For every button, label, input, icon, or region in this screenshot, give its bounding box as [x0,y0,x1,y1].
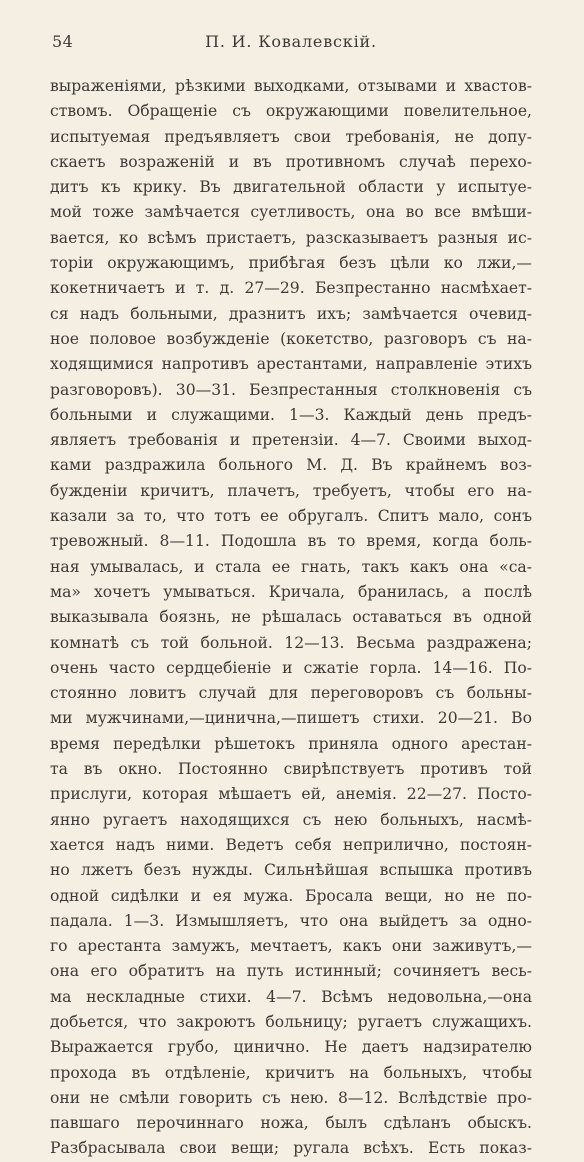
body-text [50,74,532,1162]
text-line: казали за то, что тотъ ее обругалъ. Спитъ мало, сонъ [50,507,532,526]
text-line: прохода въ отдѣленіе, кричитъ на больныхъ, чтобы [50,1063,532,1082]
page-number: 54 [52,32,74,51]
text-line: стоянно ловитъ случай для переговоровъ съ больны- [50,684,532,703]
text-line: являетъ требованія и претензіи. 4—7. Своими выход- [50,431,532,450]
text-line: Выражается грубо, цинично. Не даетъ надзирателю [50,1038,532,1057]
text-line: ная умывалась, и стала ее гнать, такъ какъ она «са- [50,557,532,576]
text-line: Разбрасывала свои вещи; ругала всѣхъ. Есть показ- [50,1139,532,1158]
text-line: ное половое возбужденіе (кокетство, разговоръ съ на- [50,329,532,348]
text-line: та въ окно. Постоянно свирѣпствуетъ противъ той [50,760,532,779]
text-line: ма» хочетъ умываться. Кричала, бранилась, а послѣ [50,582,532,601]
running-head: П. И. Ковалевскій. [205,32,377,51]
text-line: выказывала боязнь, не рѣшалась оставаться въ одной [50,608,532,627]
text-line: одной сидѣлки и ея мужа. Бросала вещи, но не по- [50,886,532,905]
text-line: вается, ко всѣмъ пристаетъ, разсказываетъ разныя ис- [50,228,532,247]
text-line: бужденіи кричитъ, плачетъ, требуетъ, чтобы его на- [50,481,532,500]
text-line: павшаго перочиннаго ножа, былъ сдѣланъ обыскъ. [50,1114,532,1133]
page-header [52,32,530,56]
text-line: испытуемая предъявляетъ свои требованія, не допу- [50,127,532,146]
text-line: ма нескладные стихи. 4—7. Всѣмъ недовольна,—она [50,987,532,1006]
text-line: ствомъ. Обращеніе съ окружающими повелительное, [50,102,532,121]
text-line: торіи окружающимъ, прибѣгая безъ цѣли ко лжи,— [50,254,532,273]
text-line: больными и служащими. 1—3. Каждый день предъ- [50,405,532,424]
text-line: хается надъ ними. Ведетъ себя неприлично, постоян- [50,835,532,854]
text-line: го арестанта замужъ, мечтаетъ, какъ они заживутъ,— [50,937,532,956]
text-line: дитъ къ крику. Въ двигательной области у испытуе- [50,178,532,197]
text-line: но лжетъ безъ нужды. Сильнѣйшая вспышка противъ [50,861,532,880]
text-line: разговоровъ). 30—31. Безпрестанныя столкновенія съ [50,380,532,399]
text-line: время передѣлки рѣшетокъ приняла одного арестан- [50,734,532,753]
text-line: они не смѣли говорить съ нею. 8—12. Вслѣдствіе про- [50,1088,532,1107]
text-line: комнатѣ съ той больной. 12—13. Весьма раздражена; [50,633,532,652]
text-line: она его обратитъ на путь истинный; сочиняетъ весь- [50,962,532,981]
text-line: добьется, что закроютъ больницу; ругаетъ служащихъ. [50,1012,532,1031]
text-line: янно ругаетъ находящихся съ нею больныхъ, насмѣ- [50,810,532,829]
text-line: кокетничаетъ и т. д. 27—29. Безпрестанно насмѣхает- [50,279,532,298]
text-line: очень часто сердцебіеніе и сжатіе горла. 14—16. По- [50,658,532,677]
text-line: выраженіями, рѣзкими выходками, отзывами и хвастов- [50,77,532,95]
text-line: ми мужчинами,—цинична,—пишетъ стихи. 20—21. Во [50,709,532,728]
text-line: тревожный. 8—11. Подошла въ то время, когда боль- [50,532,532,551]
text-line: ками раздражила больного М. Д. Въ крайнемъ воз- [50,456,532,475]
text-line: скаетъ возраженій и въ противномъ случаѣ перехо- [50,152,532,171]
text-line: ходящимися напротивъ арестантами, направленіе этихъ [50,355,532,374]
text-line: ся надъ больными, дразнитъ ихъ; замѣчается очевид- [50,304,532,323]
text-line: мой тоже замѣчается суетливость, она во все вмѣши- [50,203,532,222]
text-line: падала. 1—3. Измышляетъ, что она выйдетъ за одно- [50,911,532,930]
text-line: прислуги, которая мѣшаетъ ей, анемія. 22—27. Посто- [50,785,532,804]
